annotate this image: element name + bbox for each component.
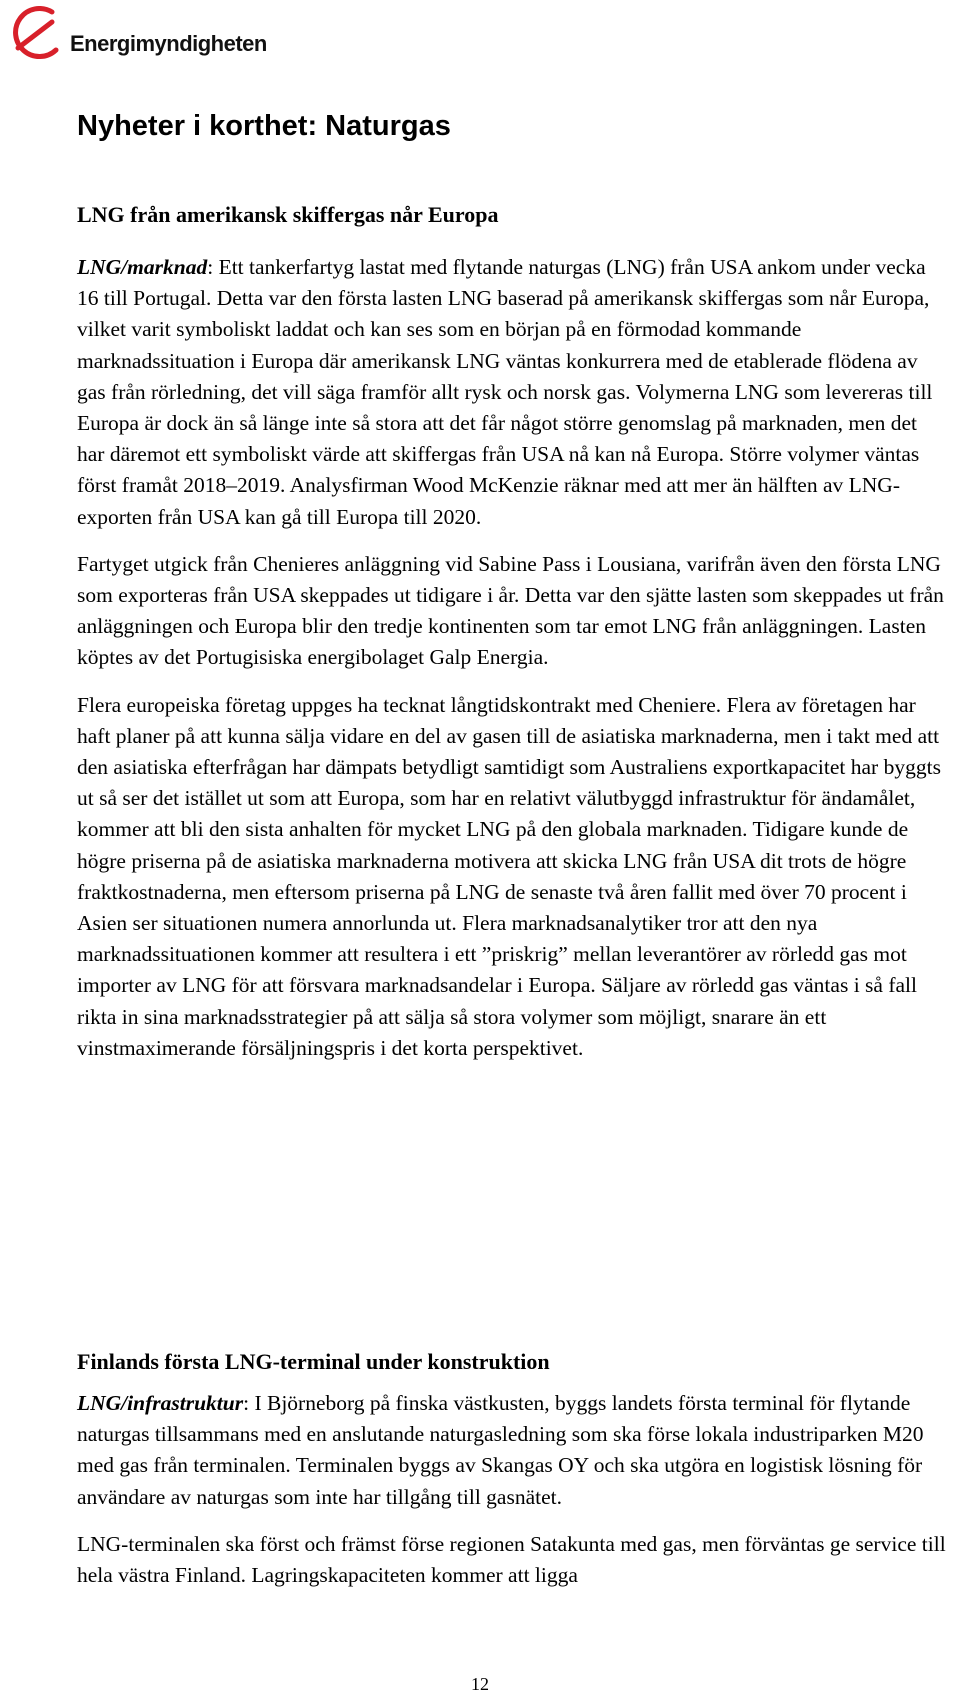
article-paragraph — [77, 252, 947, 533]
paragraph-text: Fartyget utgick från Chenieres anläggning vid Sabine Pass i Lousiana, varifrån även den första LNG som exporteras från USA skeppades ut tidigare i år. Detta var den sjätte lasten som skeppades ut från anläggningen och Europa blir den tredje kontinenten som tar emot LNG från anläggningen. Lasten köptes av det Portugisiska energibolaget Galp Energia. — [77, 551, 944, 670]
paragraph-text: : Ett tankerfartyg lastat med flytande naturgas (LNG) från USA ankom under vecka 16 till Portugal. Detta var den första lasten LNG baserad på amerikansk skiffergas som når Europa, vilket varit symboliskt laddat och kan ses som en början på en förmodad kommande marknadssituation i Europa där amerikansk LNG väntas konkurrera med de etablerade flödena av gas från rörledning, det vill säga framför allt rysk och norsk gas. Volymerna LNG som levereras till Europa är dock än så länge inte så stora att det får något större genomslag på marknaden, men det har däremot ett symboliskt värde att skiffergas från USA nå kan nå Europa. Större volymer väntas först framåt 2018–2019. Analysfirman Wood McKenzie räknar med att mer än hälften av LNG-exporten från USA kan gå till Europa till 2020. — [77, 255, 933, 529]
article-paragraph — [77, 549, 947, 674]
logo-text: Energimyndigheten — [70, 31, 267, 56]
energimyndigheten-logo-icon — [8, 6, 64, 66]
paragraph-text: LNG-terminalen ska först och främst förse regionen Satakunta med gas, men förväntas ge service till hela västra Finland. Lagringskapaciteten kommer att ligga — [77, 1531, 946, 1588]
article-paragraph — [77, 690, 947, 1064]
article-finland-terminal — [77, 1348, 947, 1591]
paragraph-lead: LNG/marknad — [77, 255, 208, 279]
paragraph-text: Flera europeiska företag uppges ha tecknat långtidskontrakt med Cheniere. Flera av företagen har haft planer på att kunna sälja vidare en del av gasen till de asiatiska marknaderna, men i takt med att den asiatiska efterfrågan har dämpats betydligt samtidigt som Australiens exportkapacitet har byggts ut så ser det istället ut som att Europa, som har en relativt välutbyggd infrastruktur för ändamålet, kommer att bli den sista anhalten för mycket LNG på den globala marknaden. Tidigare kunde de högre priserna på de asiatiska marknaderna motivera att skicka LNG från USA dit trots de högre fraktkostnaderna, men eftersom priserna på LNG de senaste två åren fallit med över 70 procent i Asien ser situationen numera annorlunda ut. Flera marknadsanalytiker tror att den nya marknadssituationen kommer att resultera i ett ”priskrig” mellan leverantörer av rörledd gas mot importer av LNG för att försvara marknadsandelar i Europa. Säljare av rörledd gas väntas i så fall rikta in sina marknadsstrategier på att sälja så stora volymer som möjligt, snarare än ett vinstmaximerande försäljningspris i det korta perspektivet. — [77, 692, 941, 1060]
page-title: Nyheter i korthet: Naturgas — [77, 110, 451, 142]
article-heading: Finlands första LNG-terminal under konstruktion — [77, 1349, 550, 1374]
article-paragraph — [77, 1529, 947, 1591]
page-number: 12 — [471, 1674, 489, 1694]
article-lng-europa — [77, 201, 947, 1064]
paragraph-lead: LNG/infrastruktur — [77, 1391, 244, 1415]
article-heading: LNG från amerikansk skiffergas når Europa — [77, 202, 499, 227]
paragraph-text: : I Björneborg på finska västkusten, byggs landets första terminal för flytande naturgas tillsammans med en anslutande naturgasledning som ska förse lokala industriparken M20 med gas från terminalen. Terminalen byggs av Skangas OY och ska utgöra en logistisk lösning för användare av naturgas som inte har tillgång till gasnätet. — [77, 1391, 924, 1509]
article-paragraph — [77, 1388, 947, 1513]
logo — [8, 6, 267, 66]
